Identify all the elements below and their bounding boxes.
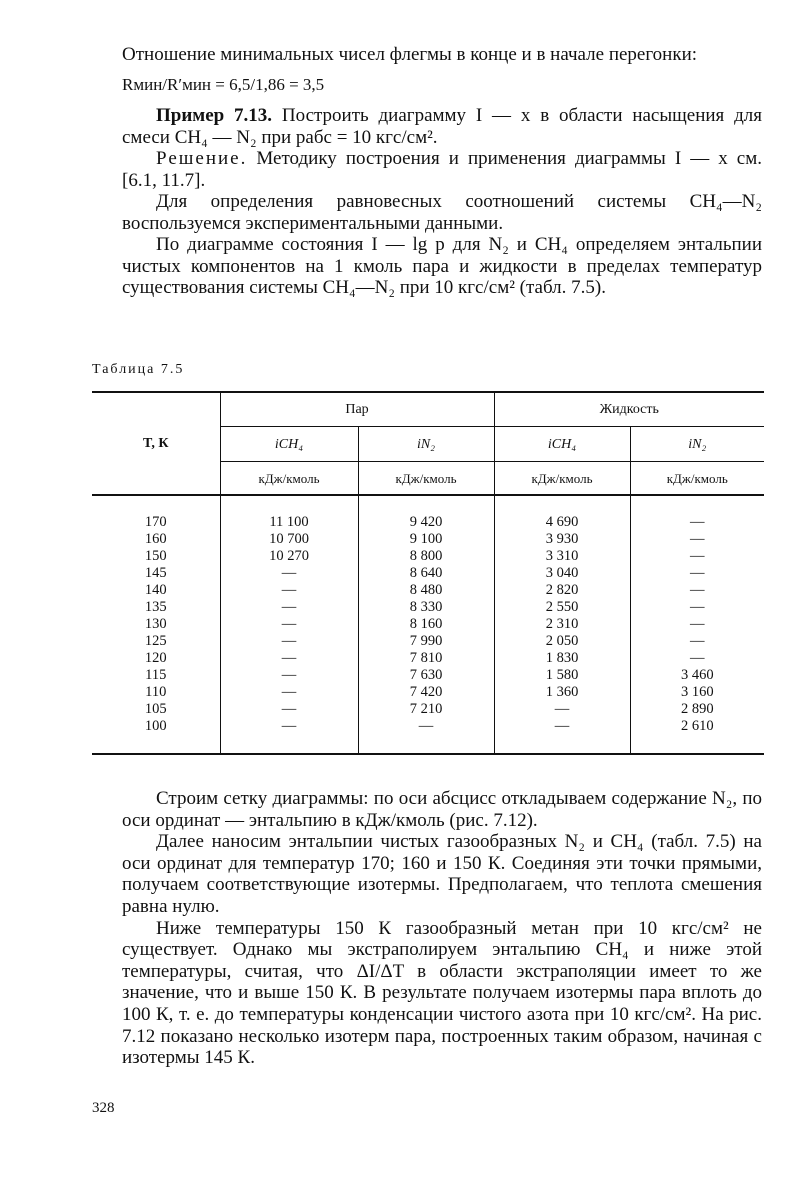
table-cell: 8 330 — [409, 599, 443, 615]
table-cell: 150 — [144, 548, 167, 564]
header-liquid: Жидкость — [494, 392, 764, 427]
header-liquid-i-ch4: iCH₄ — [494, 427, 630, 462]
table-cell: 9 100 — [409, 531, 443, 547]
table-cell: 105 — [144, 701, 167, 717]
column-vapor-ch4 — [220, 495, 358, 753]
column-liquid-ch4 — [494, 495, 630, 753]
table-cell: — — [281, 582, 297, 598]
table-cell: 110 — [145, 684, 167, 700]
example-title: Пример 7.13. — [156, 105, 273, 126]
table-caption: Таблица 7.5 — [92, 362, 185, 377]
table-cell: — — [690, 565, 705, 581]
table-cell: 4 690 — [545, 514, 579, 530]
table-cell: — — [690, 616, 705, 632]
column-temperature — [92, 495, 220, 753]
column-vapor-n2 — [358, 495, 494, 753]
column-liquid-n2 — [630, 495, 764, 753]
paragraph-state-diagram: По диаграмме состояния I — lg p для N₂ и CH₄ определяем энтальпии чистых компонентов на 1 кмоль пара и жидкости в пределах температур существования системы CH₄—N₂ при 10 кгс/см² (табл. 7.5). — [122, 234, 762, 298]
header-temperature: T, К — [92, 392, 220, 495]
upper-text-block — [122, 44, 762, 299]
table-cell: 2 890 — [680, 701, 714, 717]
table-cell: 2 310 — [545, 616, 579, 632]
table-cell: 2 610 — [680, 718, 714, 734]
paragraph-plot-isotherms: Далее наносим энтальпии чистых газообразных N₂ и CH₄ (табл. 7.5) на оси ординат для температур 170; 160 и 150 К. Соединяя эти точки прямыми, получаем соответствующие изотермы. Предполагаем, что теплота смешения равна нулю. — [122, 831, 762, 917]
table-cell: 3 160 — [680, 684, 714, 700]
table-cell: — — [690, 531, 705, 547]
unit-vapor-ch4: кДж/кмоль — [220, 462, 358, 496]
table-cell: — — [281, 701, 297, 717]
table-cell: 11 100 — [269, 514, 309, 530]
table-cell: — — [690, 650, 705, 666]
lower-text-block — [122, 788, 762, 1069]
table-cell: 3 460 — [680, 667, 714, 683]
table-cell: 130 — [144, 616, 167, 632]
table-cell: 125 — [144, 633, 167, 649]
paragraph-extrapolation: Ниже температуры 150 К газообразный метан при 10 кгс/см² не существует. Однако мы экстраполируем энтальпию CH₄ и ниже этой температуры, считая, что ΔI/ΔT в области экстраполяции имеет то же значение, что и выше 150 К. В результате получаем изотермы пара вплоть до 100 К, т. е. до температуры конденсации чистого азота при 10 кгс/см². На рис. 7.12 показано несколько изотерм пара, построенных таким образом, начиная с изотермы 145 К. — [122, 917, 762, 1069]
table-cell: 8 800 — [409, 548, 443, 564]
table-cell: 8 640 — [409, 565, 443, 581]
table-cell: 2 050 — [545, 633, 579, 649]
solution-paragraph — [122, 148, 762, 191]
table-cell: 115 — [145, 667, 167, 683]
unit-liquid-n2: кДж/кмоль — [630, 462, 764, 496]
table-cell: — — [281, 684, 297, 700]
paragraph-reflux-ratio: Отношение минимальных чисел флегмы в конце и в начале перегонки: — [122, 44, 698, 65]
enthalpy-table — [92, 392, 764, 753]
paragraph-equilibrium: Для определения равновесных соотношений системы CH₄—N₂ воспользуемся экспериментальными данными. — [122, 191, 762, 234]
table-cell: — — [690, 599, 705, 615]
example-text: Построить диаграмму I — x в области насыщения для смеси CH₄ — N₂ при pабс = 10 кгс/см². — [122, 105, 762, 148]
table-cell: 140 — [144, 582, 167, 598]
header-vapor-i-ch4: iCH₄ — [220, 427, 358, 462]
unit-vapor-n2: кДж/кмоль — [358, 462, 494, 496]
example-paragraph — [122, 105, 762, 148]
table-cell: 100 — [144, 718, 167, 734]
table-cell: — — [281, 650, 297, 666]
table-cell: 2 550 — [545, 599, 579, 615]
table-cell: 160 — [144, 531, 167, 547]
table-cell: 145 — [144, 565, 167, 581]
table-cell: 8 480 — [409, 582, 443, 598]
table-cell: 1 580 — [545, 667, 579, 683]
table-cell: — — [281, 633, 297, 649]
table-cell: 3 310 — [545, 548, 579, 564]
unit-liquid-ch4: кДж/кмоль — [494, 462, 630, 496]
table-cell: 7 210 — [409, 701, 443, 717]
table-cell: — — [690, 633, 705, 649]
table-cell: — — [281, 599, 297, 615]
table-bottom-rule — [92, 753, 764, 755]
table-cell: 10 270 — [269, 548, 309, 564]
table-cell: 3 930 — [545, 531, 579, 547]
table-cell: 3 040 — [545, 565, 579, 581]
table-cell: 120 — [144, 650, 167, 666]
table-cell: — — [281, 565, 297, 581]
table-cell: 1 830 — [545, 650, 579, 666]
table-cell: — — [690, 582, 705, 598]
table-cell: 7 810 — [409, 650, 443, 666]
table-cell: 7 990 — [409, 633, 443, 649]
table-cell: 2 820 — [545, 582, 579, 598]
table-cell: — — [418, 718, 434, 734]
solution-text: Методику построения и применения диаграммы I — x см. [6.1, 11.7]. — [122, 148, 763, 191]
header-vapor-i-n2: iN₂ — [358, 427, 494, 462]
table-cell: — — [690, 514, 705, 530]
table-cell: 10 700 — [269, 531, 309, 547]
page-number: 328 — [92, 1100, 115, 1116]
formula-reflux-ratio: Rмин/R′мин = 6,5/1,86 = 3,5 — [122, 74, 325, 94]
table-cell: — — [281, 616, 297, 632]
header-liquid-i-n2: iN₂ — [630, 427, 764, 462]
table-cell: — — [281, 667, 297, 683]
table-cell: — — [554, 701, 570, 717]
table-cell: 7 420 — [409, 684, 443, 700]
table-cell: — — [281, 718, 297, 734]
table-cell: 7 630 — [409, 667, 443, 683]
table-cell: — — [690, 548, 705, 564]
table-cell: — — [554, 718, 570, 734]
table-cell: 170 — [144, 514, 167, 530]
table-cell: 1 360 — [545, 684, 579, 700]
table-cell: 9 420 — [409, 514, 443, 530]
solution-label: Решение. — [156, 148, 248, 169]
paragraph-grid: Строим сетку диаграммы: по оси абсцисс откладываем содержание N₂, по оси ординат — энтальпию в кДж/кмоль (рис. 7.12). — [122, 788, 762, 831]
header-vapor: Пар — [220, 392, 494, 427]
table-cell: 135 — [144, 599, 167, 615]
table-cell: 8 160 — [409, 616, 443, 632]
